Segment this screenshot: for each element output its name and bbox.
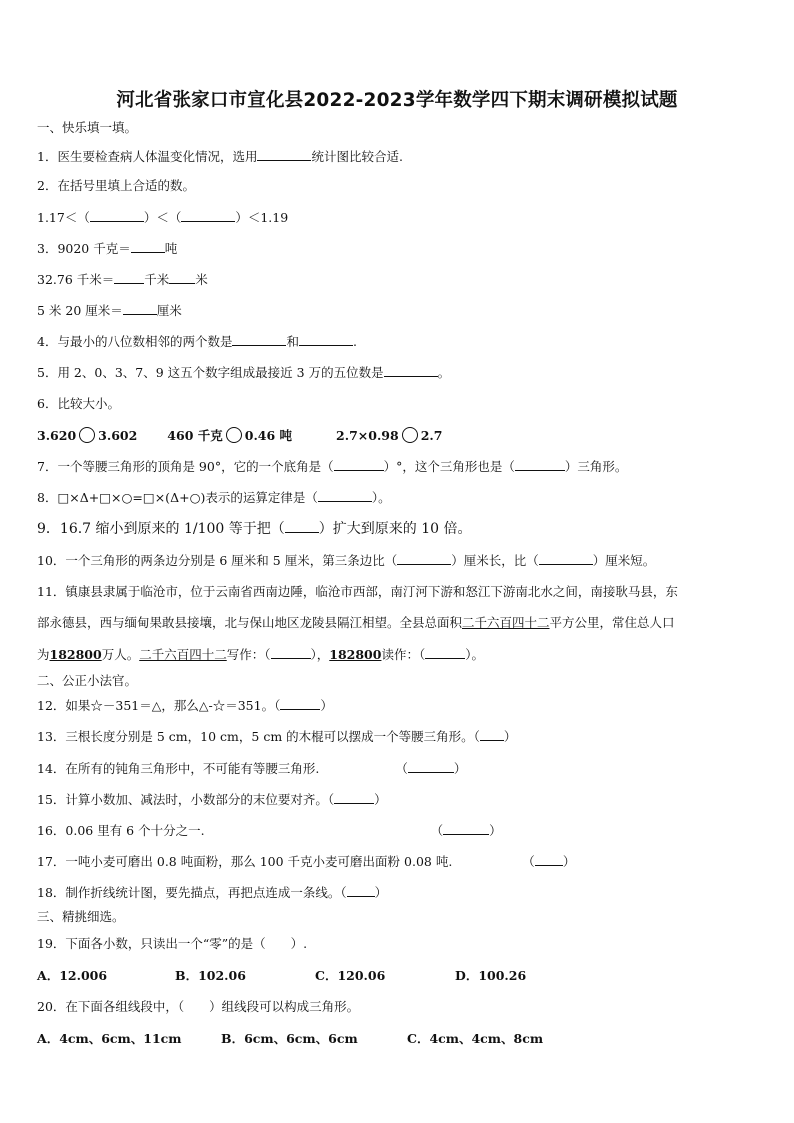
compare-circle[interactable]	[79, 427, 95, 443]
answer-blank[interactable]	[299, 333, 353, 346]
answer-blank[interactable]	[271, 646, 311, 659]
question-9: 9．16.7 缩小到原来的 1/100 等于把（ ）扩大到原来的 10 倍。	[37, 521, 472, 537]
answer-blank[interactable]	[114, 271, 144, 284]
answer-blank[interactable]	[90, 209, 144, 222]
question-8: 8．□×Δ+□×○=□×(Δ+○)表示的运算定律是（ ）。	[37, 490, 391, 505]
question-2-line: 1.17＜（ ）＜（ ）＜1.19	[37, 210, 289, 225]
answer-blank[interactable]	[280, 697, 320, 710]
option-b[interactable]: B．102.06	[175, 968, 246, 983]
compare-circle[interactable]	[402, 427, 418, 443]
question-11-line-2: 部永德县，西与缅甸果敢县接壤，北与保山地区龙陵县隔江相望。全县总面积二千六百四十二平方公里，常住总人口	[37, 615, 675, 630]
question-7: 7．一个等腰三角形的顶角是 90°，它的一个底角是（ ）°，这个三角形也是（ ）三角形。	[37, 459, 628, 474]
answer-blank[interactable]	[425, 646, 465, 659]
answer-blank[interactable]	[318, 489, 372, 502]
question-19: 19．下面各小数，只读出一个“零”的是（ ）.	[37, 936, 308, 951]
answer-blank[interactable]	[334, 791, 374, 804]
question-2: 2．在括号里填上合适的数。	[37, 178, 195, 193]
question-20: 20．在下面各组线段中，（ ）组线段可以构成三角形。	[37, 999, 360, 1014]
question-10: 10．一个三角形的两条边分别是 6 厘米和 5 厘米，第三条边比（ ）厘米长，比（ ）厘米短。	[37, 553, 656, 568]
answer-blank[interactable]	[285, 520, 319, 533]
question-11-line-3: 为182800万人。二千六百四十二写作：（ ），182800读作：（ ）。	[37, 647, 484, 662]
option-d[interactable]: D．100.26	[455, 968, 527, 983]
question-17: 17．一吨小麦可磨出 0.8 吨面粉，那么 100 千克小麦可磨出面粉 0.08 吨. （ ）	[37, 854, 576, 869]
answer-blank[interactable]	[334, 458, 384, 471]
answer-blank[interactable]	[408, 760, 454, 773]
answer-blank[interactable]	[397, 552, 451, 565]
option-b[interactable]: B．6cm、6cm、6cm	[221, 1031, 358, 1046]
answer-blank[interactable]	[515, 458, 565, 471]
question-1: 1．医生要检查病人体温变化情况，选用 统计图比较合适.	[37, 149, 403, 164]
option-c[interactable]: C．120.06	[315, 968, 386, 983]
answer-blank[interactable]	[232, 333, 286, 346]
section-heading-fill: 一、快乐填一填。	[37, 120, 138, 135]
question-12: 12．如果☆－351＝△，那么△-☆＝351。（ ）	[37, 698, 333, 713]
option-a[interactable]: A．12.006	[37, 968, 108, 983]
answer-blank[interactable]	[123, 302, 157, 315]
question-14: 14．在所有的钝角三角形中，不可能有等腰三角形. （ ）	[37, 761, 467, 776]
answer-blank[interactable]	[131, 240, 165, 253]
answer-blank[interactable]	[535, 853, 563, 866]
question-5: 5．用 2、0、3、7、9 这五个数字组成最接近 3 万的五位数是 。	[37, 365, 451, 380]
page-title: 河北省张家口市宣化县2022-2023学年数学四下期末调研模拟试题	[116, 90, 678, 111]
question-20-options	[37, 1031, 543, 1047]
answer-blank[interactable]	[443, 822, 489, 835]
answer-blank[interactable]	[384, 364, 438, 377]
section-heading-choice: 三、精挑细选。	[37, 909, 125, 924]
question-4: 4．与最小的八位数相邻的两个数是 和 .	[37, 334, 357, 349]
question-3c: 5 米 20 厘米＝ 厘米	[37, 303, 182, 318]
option-c[interactable]: C．4cm、4cm、8cm	[407, 1031, 544, 1046]
answer-blank[interactable]	[257, 148, 311, 161]
question-18: 18．制作折线统计图，要先描点，再把点连成一条线。（ ）	[37, 885, 388, 900]
question-13: 13．三根长度分别是 5 cm，10 cm，5 cm 的木棍可以摆成一个等腰三角形。（ ）	[37, 729, 517, 744]
answer-blank[interactable]	[539, 552, 593, 565]
question-15: 15．计算小数加、减法时，小数部分的末位要对齐。（ ）	[37, 792, 387, 807]
question-6: 6．比较大小。	[37, 396, 120, 411]
answer-blank[interactable]	[347, 884, 375, 897]
answer-blank[interactable]	[480, 728, 504, 741]
answer-blank[interactable]	[181, 209, 235, 222]
question-19-options	[37, 968, 526, 984]
question-3b: 32.76 千米＝ 千米 米	[37, 272, 208, 287]
option-a[interactable]: A．4cm、6cm、11cm	[37, 1031, 182, 1046]
question-16: 16．0.06 里有 6 个十分之一. （ ）	[37, 823, 502, 838]
section-heading-judge: 二、公正小法官。	[37, 673, 138, 688]
question-6-line: 3.620 3.602 460 千克 0.46 吨 2.7×0.98 2.7	[37, 428, 443, 443]
compare-circle[interactable]	[226, 427, 242, 443]
question-11-line-1: 11．镇康县隶属于临沧市，位于云南省西南边陲，临沧市西部，南汀河下游和怒江下游南北水之间，南接耿马县，东	[37, 584, 678, 599]
question-3: 3．9020 千克＝ 吨	[37, 241, 178, 256]
answer-blank[interactable]	[169, 271, 195, 284]
